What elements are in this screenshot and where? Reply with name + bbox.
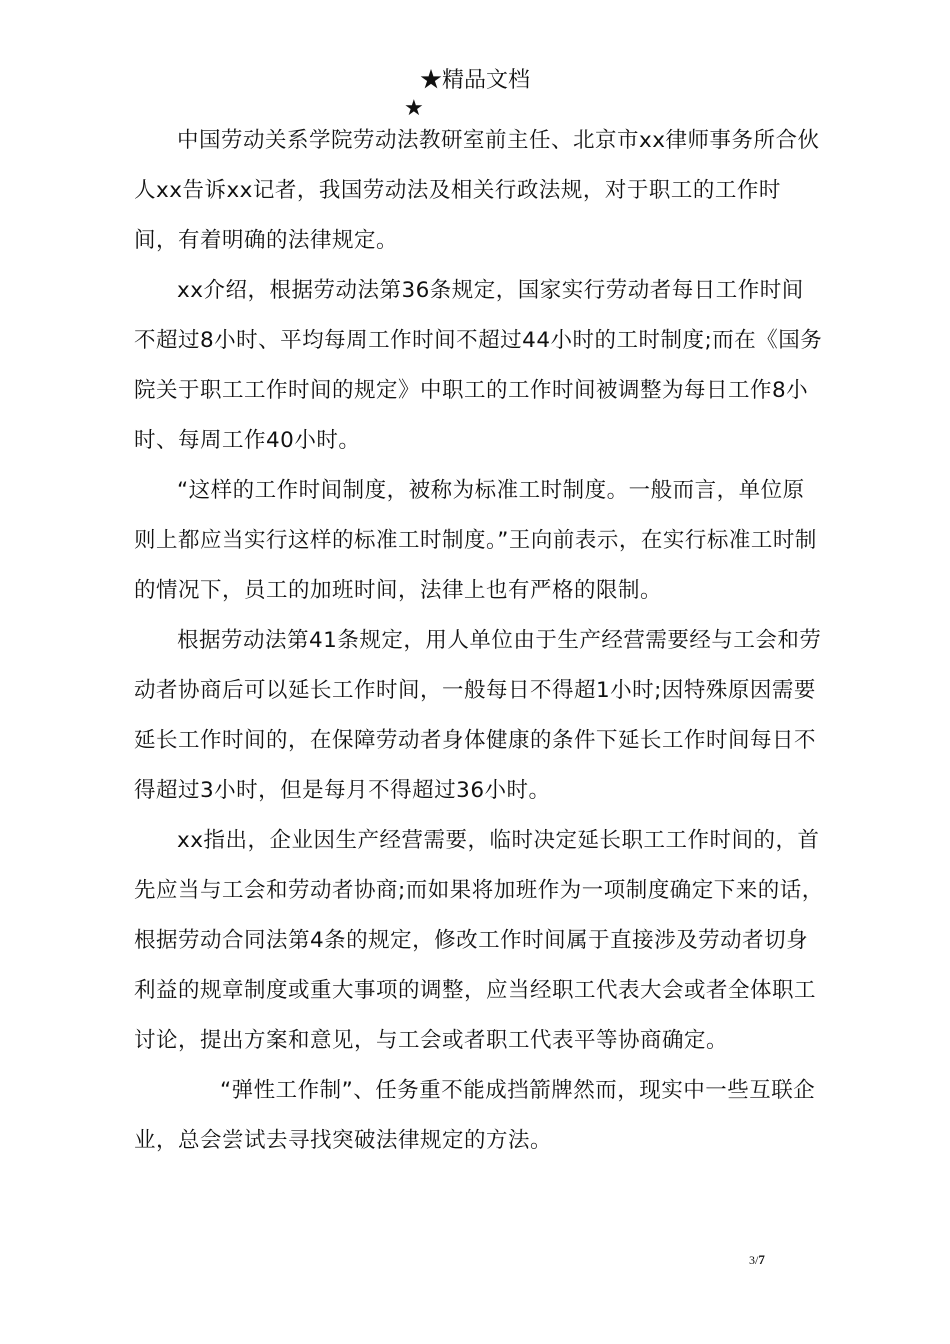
paragraph-1: 中国劳动关系学院劳动法教研室前主任、北京市xx律师事务所合伙人xx告诉xx记者，我国劳动法及相关行政法规，对于职工的工作时间，有着明确的法律规定。 xyxy=(134,128,820,253)
document-body xyxy=(134,116,824,1166)
header-title: ★精品文档 xyxy=(419,68,530,93)
header-star-icon: ★ xyxy=(404,96,424,121)
page-number-total: 7 xyxy=(758,1252,765,1267)
page-number xyxy=(749,1252,765,1268)
paragraph-4: 根据劳动法第41条规定，用人单位由于生产经营需要经与工会和劳动者协商后可以延长工作时间，一般每日不得超1小时;因特殊原因需要延长工作时间的，在保障劳动者身体健康的条件下延长工作时间每日不得超过3小时，但是每月不得超过36小时。 xyxy=(134,628,822,803)
paragraph-2: xx介绍，根据劳动法第36条规定，国家实行劳动者每日工作时间不超过8小时、平均每周工作时间不超过44小时的工时制度;而在《国务院关于职工工作时间的规定》中职工的工作时间被调整为每日工作8小时、每周工作40小时。 xyxy=(134,278,823,453)
paragraph-5: xx指出，企业因生产经营需要，临时决定延长职工工作时间的，首先应当与工会和劳动者协商;而如果将加班作为一项制度确定下来的话，根据劳动合同法第4条的规定，修改工作时间属于直接涉及劳动者切身利益的规章制度或重大事项的调整，应当经职工代表大会或者全体职工讨论，提出方案和意见，与工会或者职工代表平等协商确定。 xyxy=(134,828,824,1053)
paragraph-3: “这样的工作时间制度，被称为标准工时制度。一般而言，单位原则上都应当实行这样的标准工时制度。”王向前表示，在实行标准工时制的情况下，员工的加班时间，法律上也有严格的限制。 xyxy=(134,478,817,603)
page-header xyxy=(0,66,950,96)
page-number-current: 3/ xyxy=(749,1253,759,1267)
paragraph-6: “弹性工作制”、任务重不能成挡箭牌然而，现实中一些互联企业，总会尝试去寻找突破法律规定的方法。 xyxy=(134,1078,816,1153)
